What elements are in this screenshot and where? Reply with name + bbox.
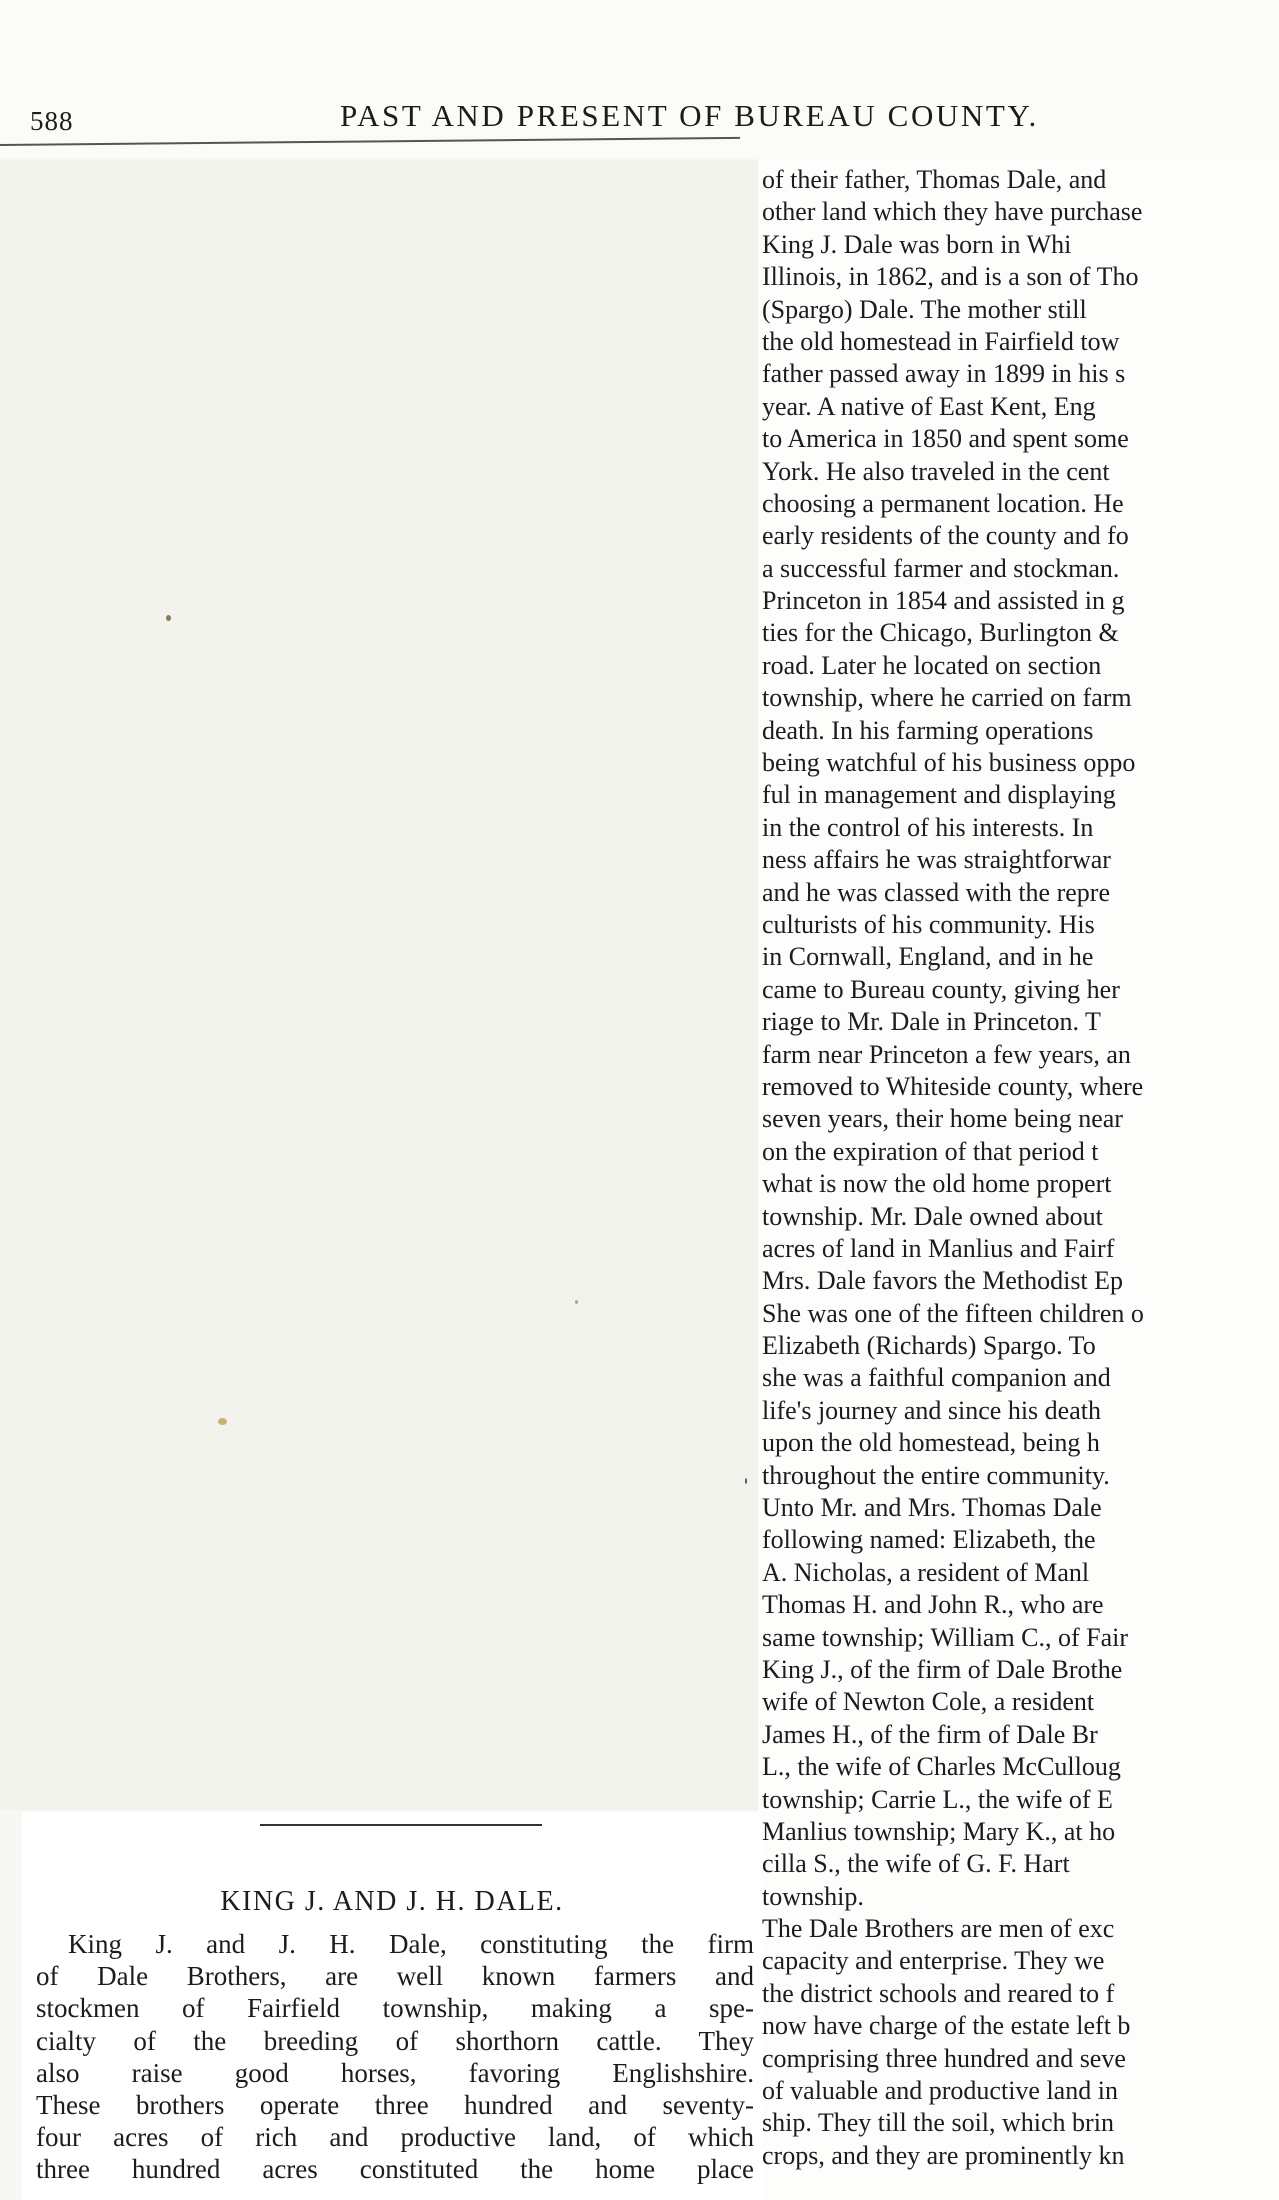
text-line: Illinois, in 1862, and is a son of Tho	[762, 262, 1139, 292]
text-line: farm near Princeton a few years, an	[762, 1039, 1131, 1069]
text-line: in Cornwall, England, and in he	[762, 942, 1094, 972]
text-line: in the control of his interests. In	[762, 812, 1094, 842]
text-line: Thomas H. and John R., who are	[762, 1590, 1104, 1620]
text-line: the district schools and reared to f	[762, 1978, 1115, 2008]
text-line: what is now the old home propert	[762, 1169, 1112, 1199]
text-line: ties for the Chicago, Burlington &	[762, 618, 1119, 648]
text-line: seven years, their home being near	[762, 1104, 1123, 1134]
text-line: removed to Whiteside county, where	[762, 1071, 1144, 1101]
text-line: death. In his farming operations	[762, 715, 1094, 745]
text-line: a successful farmer and stockman.	[762, 553, 1120, 583]
text-line: the old homestead in Fairfield tow	[762, 326, 1120, 356]
text-line: comprising three hundred and seve	[762, 2043, 1126, 2073]
text-line: township. Mr. Dale owned about	[762, 1201, 1103, 1231]
text-line: also raise good horses, favoring Englishshire.	[36, 2057, 754, 2088]
text-line: she was a faithful companion and	[762, 1363, 1111, 1393]
blank-left-column	[0, 160, 760, 1810]
text-line: York. He also traveled in the cent	[762, 456, 1110, 486]
text-line: three hundred acres constituted the home place	[36, 2154, 754, 2185]
text-line: upon the old homestead, being h	[762, 1428, 1100, 1458]
text-line: She was one of the fifteen children o	[762, 1298, 1144, 1328]
text-line: stockmen of Fairfield township, making a spe-	[36, 1993, 754, 2024]
text-line: James H., of the firm of Dale Br	[762, 1719, 1098, 1749]
paper-speck	[575, 1300, 578, 1304]
article-title: KING J. AND J. H. DALE.	[220, 1886, 564, 1917]
text-line: ship. They till the soil, which brin	[762, 2108, 1114, 2138]
text-line: life's journey and since his death	[762, 1395, 1101, 1425]
text-line: King J. Dale was born in Whi	[762, 229, 1072, 259]
text-line: year. A native of East Kent, Eng	[762, 391, 1096, 421]
text-line: These brothers operate three hundred and seventy-	[36, 2089, 754, 2120]
page-number: 588	[30, 106, 74, 136]
text-line: came to Bureau county, giving her	[762, 974, 1120, 1004]
text-line: culturists of his community. His	[762, 909, 1095, 939]
text-line: being watchful of his business oppo	[762, 748, 1136, 778]
text-line: and he was classed with the repre	[762, 877, 1110, 907]
section-rule	[260, 1824, 542, 1826]
text-line: Princeton in 1854 and assisted in g	[762, 586, 1125, 616]
paper-speck	[166, 615, 171, 621]
text-line: four acres of rich and productive land, of which	[36, 2122, 754, 2153]
text-line: township.	[762, 1881, 864, 1911]
text-line: cilla S., the wife of G. F. Hart	[762, 1849, 1070, 1879]
text-line: of their father, Thomas Dale, and	[762, 165, 1107, 194]
text-line: cialty of the breeding of shorthorn cattle. They	[36, 2025, 754, 2056]
text-line: King J., of the firm of Dale Brothe	[762, 1654, 1123, 1684]
text-line: road. Later he located on section	[762, 650, 1102, 680]
text-line: of Dale Brothers, are well known farmers and	[36, 1961, 754, 1992]
text-line: A. Nicholas, a resident of Manl	[762, 1557, 1090, 1587]
text-line: following named: Elizabeth, the	[762, 1525, 1096, 1555]
text-line: to America in 1850 and spent some	[762, 424, 1129, 454]
header-strip	[0, 0, 1279, 158]
text-line: (Spargo) Dale. The mother still	[762, 294, 1087, 324]
text-line: capacity and enterprise. They we	[762, 1946, 1105, 1976]
text-line: Elizabeth (Richards) Spargo. To	[762, 1331, 1096, 1361]
text-line: King J. and J. H. Dale, constituting the firm	[68, 1929, 754, 1959]
text-line: acres of land in Manlius and Fairf	[762, 1233, 1115, 1263]
article-body	[36, 1928, 754, 2186]
text-line: ness affairs he was straightforwar	[762, 845, 1111, 875]
running-head: PAST AND PRESENT OF BUREAU COUNTY.	[340, 98, 1039, 133]
text-line: throughout the entire community.	[762, 1460, 1110, 1490]
text-line: L., the wife of Charles McCulloug	[762, 1752, 1121, 1782]
text-line: wife of Newton Cole, a resident	[762, 1687, 1095, 1717]
text-line: township; Carrie L., the wife of E	[762, 1784, 1113, 1814]
paper-speck	[218, 1418, 227, 1425]
text-line: of valuable and productive land in	[762, 2076, 1118, 2106]
text-line: choosing a permanent location. He	[762, 488, 1124, 518]
text-line: crops, and they are prominently kn	[762, 2140, 1125, 2170]
text-line: riage to Mr. Dale in Princeton. T	[762, 1007, 1101, 1037]
text-line: ful in management and displaying	[762, 780, 1116, 810]
text-line: other land which they have purchase	[762, 197, 1143, 227]
paper-speck	[745, 1478, 747, 1484]
text-line: now have charge of the estate left b	[762, 2011, 1131, 2041]
right-column-slip	[758, 158, 1279, 2200]
text-line: Manlius township; Mary K., at ho	[762, 1816, 1116, 1846]
text-line: same township; William C., of Fair	[762, 1622, 1129, 1652]
text-line: Mrs. Dale favors the Methodist Ep	[762, 1266, 1124, 1296]
text-line: father passed away in 1899 in his s	[762, 359, 1126, 389]
article-slip	[22, 1812, 762, 2200]
text-line: Unto Mr. and Mrs. Thomas Dale	[762, 1493, 1102, 1523]
text-line: on the expiration of that period t	[762, 1136, 1099, 1166]
right-column-text	[762, 164, 1279, 2172]
text-line: The Dale Brothers are men of exc	[762, 1914, 1115, 1944]
text-line: township, where he carried on farm	[762, 683, 1132, 713]
text-line: early residents of the county and fo	[762, 521, 1129, 551]
